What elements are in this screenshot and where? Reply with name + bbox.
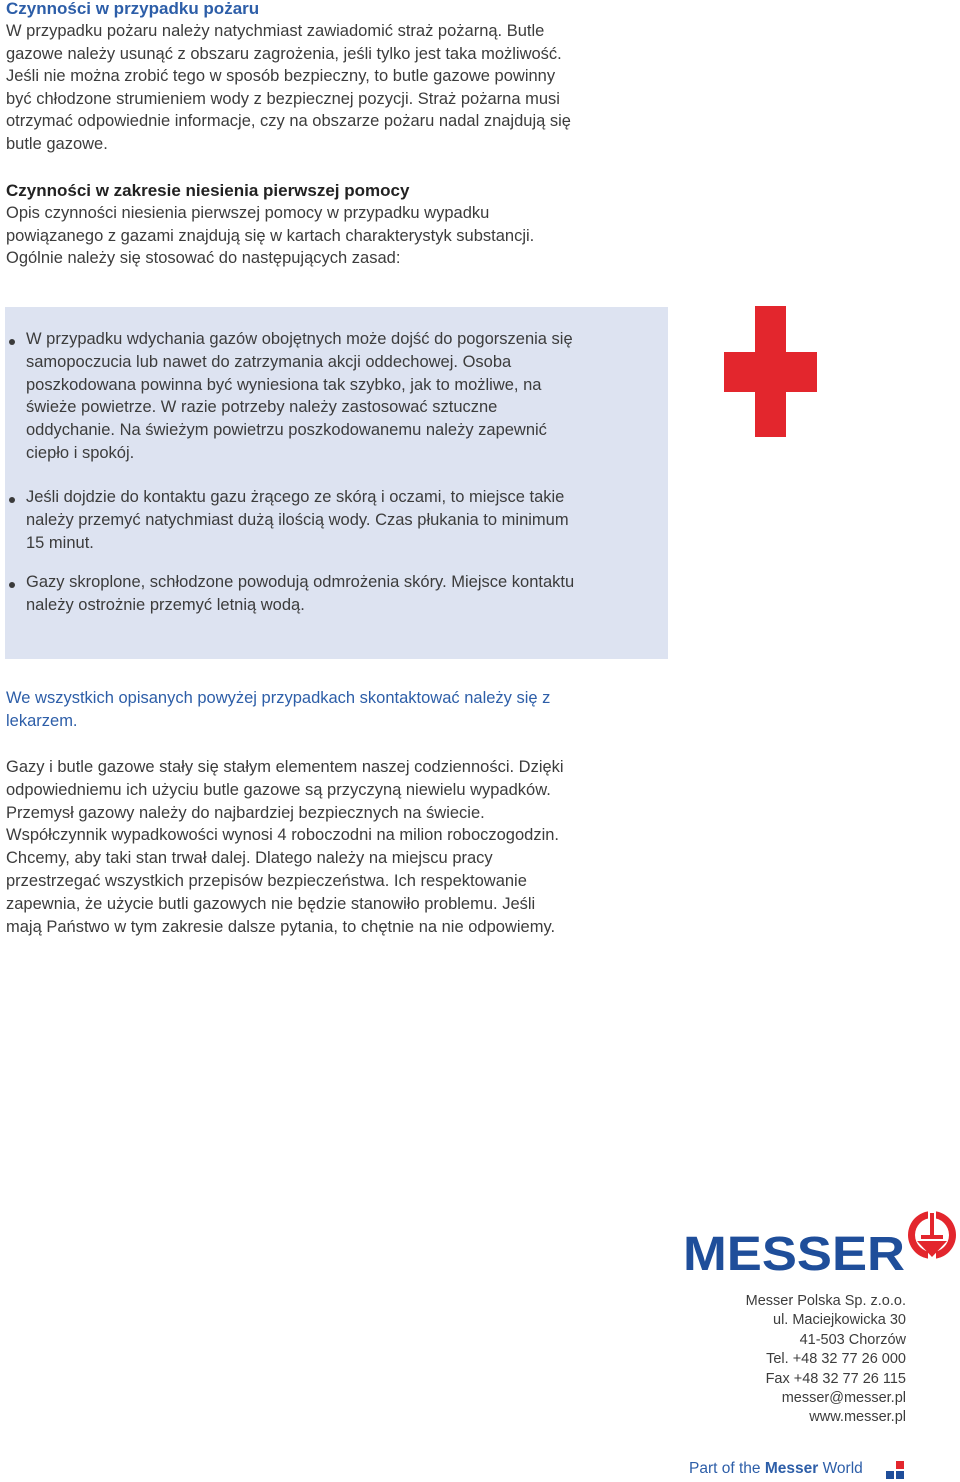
text-line: W przypadku wdychania gazów obojętnych może dojść do pogorszenia się (26, 330, 573, 348)
bullet-icon (9, 497, 15, 503)
text-line: 15 minut. (26, 533, 94, 552)
text-line: butle gazowe. (6, 134, 108, 153)
logo-wordmark: MESSER (683, 1228, 905, 1275)
text-line: być chłodzone strumieniem wody z bezpiecznej pozycji. Straż pożarna musi (6, 89, 560, 108)
text-line: poszkodowana powinna być wyniesiona tak szybko, jak to możliwe, na (26, 375, 542, 394)
text-line: Opis czynności niesienia pierwszej pomocy w przypadku wypadku (6, 204, 490, 222)
text-line: przestrzegać wszystkich przepisów bezpieczeństwa. Ich respektowanie (6, 871, 527, 890)
fire-section-body (6, 20, 571, 156)
text-line: ciepło i spokój. (26, 443, 135, 462)
text-line: powiązanego z gazami znajdują się w kartach charakterystyk substancji. (6, 226, 535, 245)
text-line: We wszystkich opisanych powyżej przypadkach skontaktować należy się z (6, 689, 551, 707)
cross-shape (724, 306, 817, 437)
text-line: lekarzem. (6, 711, 78, 730)
doctor-note (6, 687, 656, 733)
rule-text (26, 328, 661, 465)
rule-text (26, 571, 661, 617)
text-line: Jeśli nie można zrobić tego w sposób bezpieczny, to butle gazowe powinny (6, 67, 556, 86)
text-line: samopoczucia lub nawet do zatrzymania akcji oddechowej. Osoba (26, 352, 512, 371)
messer-logo (683, 1207, 959, 1275)
phone-number: Tel. +48 32 77 26 000 (766, 1351, 906, 1368)
rule-text (26, 486, 661, 554)
contact-block (746, 1292, 906, 1428)
text-line: Gazy skroplone, schłodzone powodują odmrożenia skóry. Miejsce kontaktu (26, 573, 575, 591)
red-cross-icon (724, 306, 817, 437)
first-aid-heading: Czynności w zakresie niesienia pierwszej pomocy (6, 181, 410, 200)
bullet-icon (9, 582, 15, 588)
text-line: Współczynnik wypadkowości wynosi 4 roboczodni na milion roboczogodzin. (6, 826, 560, 845)
fire-section-heading: Czynności w przypadku pożaru (6, 0, 260, 18)
messer-emblem-icon (908, 1207, 956, 1263)
text-line: W przypadku pożaru należy natychmiast zawiadomić straż pożarną. Butle (6, 22, 545, 40)
first-aid-rules-panel (5, 307, 668, 659)
bullet-icon (9, 339, 15, 345)
tagline-suffix: World (818, 1460, 863, 1477)
text-line: należy przemyć natychmiast dużą ilością wody. Czas płukania to minimum (26, 510, 569, 529)
messer-world-squares-icon (886, 1461, 906, 1479)
company-name: Messer Polska Sp. z.o.o. (745, 1293, 906, 1309)
text-line: świeże powietrze. W razie potrzeby należy zastosować sztuczne (26, 398, 498, 417)
text-line: oddychanie. Na świeżym powietrzu poszkodowanemu należy zapewnić (26, 421, 547, 440)
text-line: odpowiedniemu ich użyciu butle gazowe są przyczyną niewielu wypadków. (6, 780, 551, 799)
email-link[interactable]: messer@messer.pl (781, 1390, 906, 1407)
text-line: Ogólnie należy się stosować do następujących zasad: (6, 249, 401, 268)
city-address: 41-503 Chorzów (799, 1331, 906, 1348)
street-address: ul. Maciejkowicka 30 (773, 1312, 906, 1329)
text-line: Chcemy, aby taki stan trwał dalej. Dlatego należy na miejscu pracy (6, 849, 493, 868)
text-line: mają Państwo w tym zakresie dalsze pytania, to chętnie na nie odpowiemy. (6, 917, 556, 936)
text-line: Jeśli dojdzie do kontaktu gazu żrącego ze skórą i oczami, to miejsce takie (26, 488, 565, 506)
tagline (689, 1458, 863, 1480)
tagline-prefix: Part of the (689, 1460, 765, 1477)
website-link[interactable]: www.messer.pl (809, 1409, 906, 1426)
text-line: otrzymać odpowiednie informacje, czy na obszarze pożaru nadal znajdują się (6, 112, 571, 131)
text-line: zapewnia, że użycie butli gazowych nie będzie stanowiło problemu. Jeśli (6, 894, 536, 913)
text-line: gazowe należy usunąć z obszaru zagrożenia, jeśli tylko jest taka możliwość. (6, 44, 562, 63)
closing-paragraph (6, 756, 564, 938)
tagline-brand: Messer (764, 1460, 819, 1477)
first-aid-intro (6, 202, 534, 270)
text-line: Gazy i butle gazowe stały się stałym elementem naszej codzienności. Dzięki (6, 758, 564, 776)
fax-number: Fax +48 32 77 26 115 (765, 1370, 906, 1387)
text-line: należy ostrożnie przemyć letnią wodą. (26, 595, 305, 614)
text-line: Przemysł gazowy należy do najbardziej bezpiecznych na świecie. (6, 803, 485, 822)
